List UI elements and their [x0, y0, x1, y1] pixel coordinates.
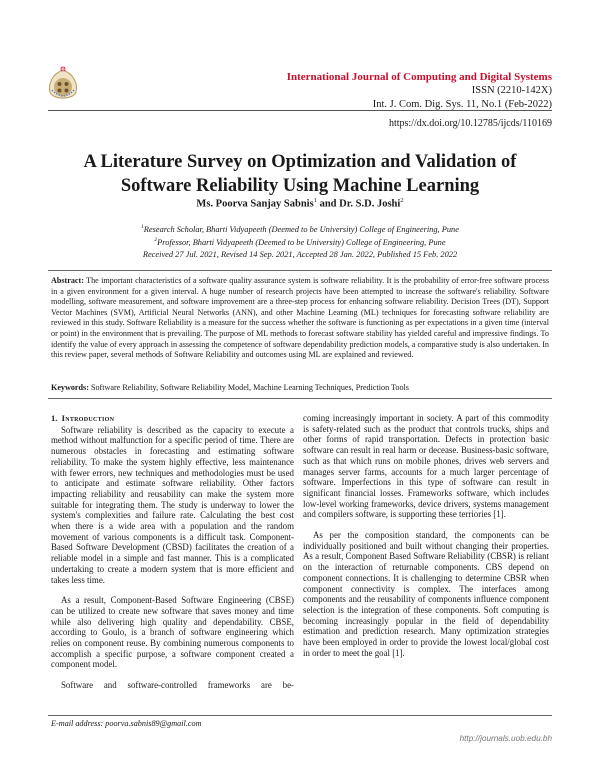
- journal-info: [287, 70, 552, 112]
- author-2: Dr. S.D. Joshi: [339, 198, 401, 210]
- abstract-label: Abstract:: [51, 276, 84, 285]
- section-title: Introduction: [61, 413, 115, 423]
- abstract-top-divider: [48, 270, 552, 271]
- author-1-affil-marker: 1: [313, 197, 317, 204]
- keywords-text: Software Reliability, Software Reliability Model, Machine Learning Techniques, Prediction Tools: [88, 383, 409, 392]
- footnote-divider: [48, 715, 552, 716]
- abstract: [51, 276, 549, 361]
- paragraph: Software and software-controlled frameworks are be-: [61, 680, 294, 691]
- abstract-bottom-divider: [48, 398, 552, 399]
- journal-title: International Journal of Computing and Digital Systems: [286, 71, 552, 83]
- paragraph: coming increasingly important in society. A part of this commodity is safety-related such as the product that controls trucks, ships and other forms of rapid transportation. Defects in protection basic software can result in real harm or decease. Business-basic software, such as that which runs on mobile phones, drives web servers and manages server farms, accounts for a much larger percentage of software. Imperfections in this type of software can result in significant financial losses. Frameworks software, which includes low-level working frameworks, device drivers, systems management and compilers software, is supporting these terriories [1].: [303, 413, 549, 520]
- affiliation-2-text: Professor, Bharti Vidyapeeth (Deemed to be University) College of Engineering, Pune: [157, 237, 446, 247]
- keywords: [51, 383, 549, 392]
- affiliation-2: [40, 235, 560, 248]
- journal-url-link[interactable]: http://journals.uob.edu.bh: [459, 734, 552, 743]
- paragraph: As per the composition standard, the components can be individually positioned and built without changing their properties. As a result, Component Based Software Reliability (CBSR) is reliant on the interaction of returnable components. CBS depend on component connections. It is challenging to determine CBSR when component connectivity is complex. The interfaces among components and the reusability of components influence component selection is the integration of these components. Soft computing is becoming increasingly popular in the field of dependability estimation and prediction research. Many optimization strategies have been employed in order to provide the lowest local/global cost in order to meet the goal [1].: [303, 530, 549, 658]
- author-1: Ms. Poorva Sanjay Sabnis: [196, 198, 314, 210]
- publication-dates: Received 27 Jul. 2021, Revised 14 Sep. 2021, Accepted 28 Jan. 2022, Published 15 Feb. 2022: [142, 250, 458, 259]
- header-divider: [48, 110, 552, 111]
- journal-citation: Int. J. Com. Dig. Sys. 11, No.1 (Feb-2022): [372, 99, 552, 110]
- affiliation-1-marker: 1: [141, 224, 144, 230]
- author-connector: and: [316, 198, 340, 210]
- paragraph: Software reliability is described as the capacity to execute a method without malfunction for a specific period of time. There are numerous obstacles in forecasting and estimating software reliability. To make the system highly effective, less maintenance with fewer errors, new techniques and methodologies must be used to anticipate and estimate software reliability. Other factors impacting reliability and reusability can make the system more suitable for integrating them. The study is underway to lower the system's complexities and failure rate. Calculating the best cost when there is a wide area with a population and the random movement of various components is a difficult task. Component-Based Software Development (CBSD) facilitates the creation of a reliable model in a simple and fast manner. This is a complicated undertaking to create a modern system that is more efficient and takes less time.: [51, 424, 294, 585]
- paper-title-line1: A Literature Survey on Optimization and Validation of: [83, 152, 517, 172]
- authors: [40, 197, 560, 210]
- university-seal-icon: [46, 64, 80, 104]
- author-2-affil-marker: 2: [400, 197, 404, 204]
- body-column-right: [303, 413, 549, 658]
- author-email[interactable]: E-mail address: poorva.sabnis89@gmail.com: [51, 719, 202, 728]
- abstract-text: The important characteristics of a software quality assurance system is software reliability. It is the probability of error-free software process in a given environment for a given interval. A huge number of research projects have been attempted to increase the software's reliability. Software modelling, software measurement, and software improvement are a three-step process for enhancing software reliability. Decision Trees (DT), Support Vector Machines (SVM), Artificial Neural Networks (ANN), and other Machine Learning (ML) techniques for forecasting software reliability are reviewed in this study. Software Reliability is a measure for the success whether the software is functioning as per expectations in a given time (interval or point) in the environment that is prevailing. The purpose of ML methods to forecast software stability has yielded careful and impressive findings. To identify the value of every approach in assessing the competence of software dependability prediction models, a comparative study is also undertaken. In this review paper, several methods of Software Reliability and outcomes using ML are explained and reviewed.: [51, 276, 549, 360]
- body-column-left: [51, 413, 294, 691]
- section-number: 1.: [51, 413, 58, 423]
- paragraph: As a result, Component-Based Software Engineering (CBSE) can be utilized to create new software that saves money and time while also delivering high quality and dependability. CBSE, according to Goulo, is a branch of software engineering which relies on component reuse. By combining numerous components to accomplish a specific purpose, a software component created a component model.: [51, 595, 294, 670]
- doi-link[interactable]: https://dx.doi.org/10.12785/ijcds/110169: [388, 118, 552, 129]
- keywords-label: Keywords:: [51, 383, 89, 392]
- affiliation-2-marker: 2: [154, 236, 158, 243]
- paper-title-line2: Software Reliability Using Machine Learning: [120, 176, 480, 196]
- issn: ISSN (2210-142X): [471, 85, 552, 96]
- affiliation-1: [40, 222, 560, 235]
- paper-title: [40, 150, 560, 198]
- section-heading-introduction: [51, 413, 294, 424]
- affiliations: [40, 222, 560, 248]
- affiliation-1-text: Research Scholar, Bharti Vidyapeeth (Deemed to be University) College of Engineering, Pune: [143, 224, 459, 234]
